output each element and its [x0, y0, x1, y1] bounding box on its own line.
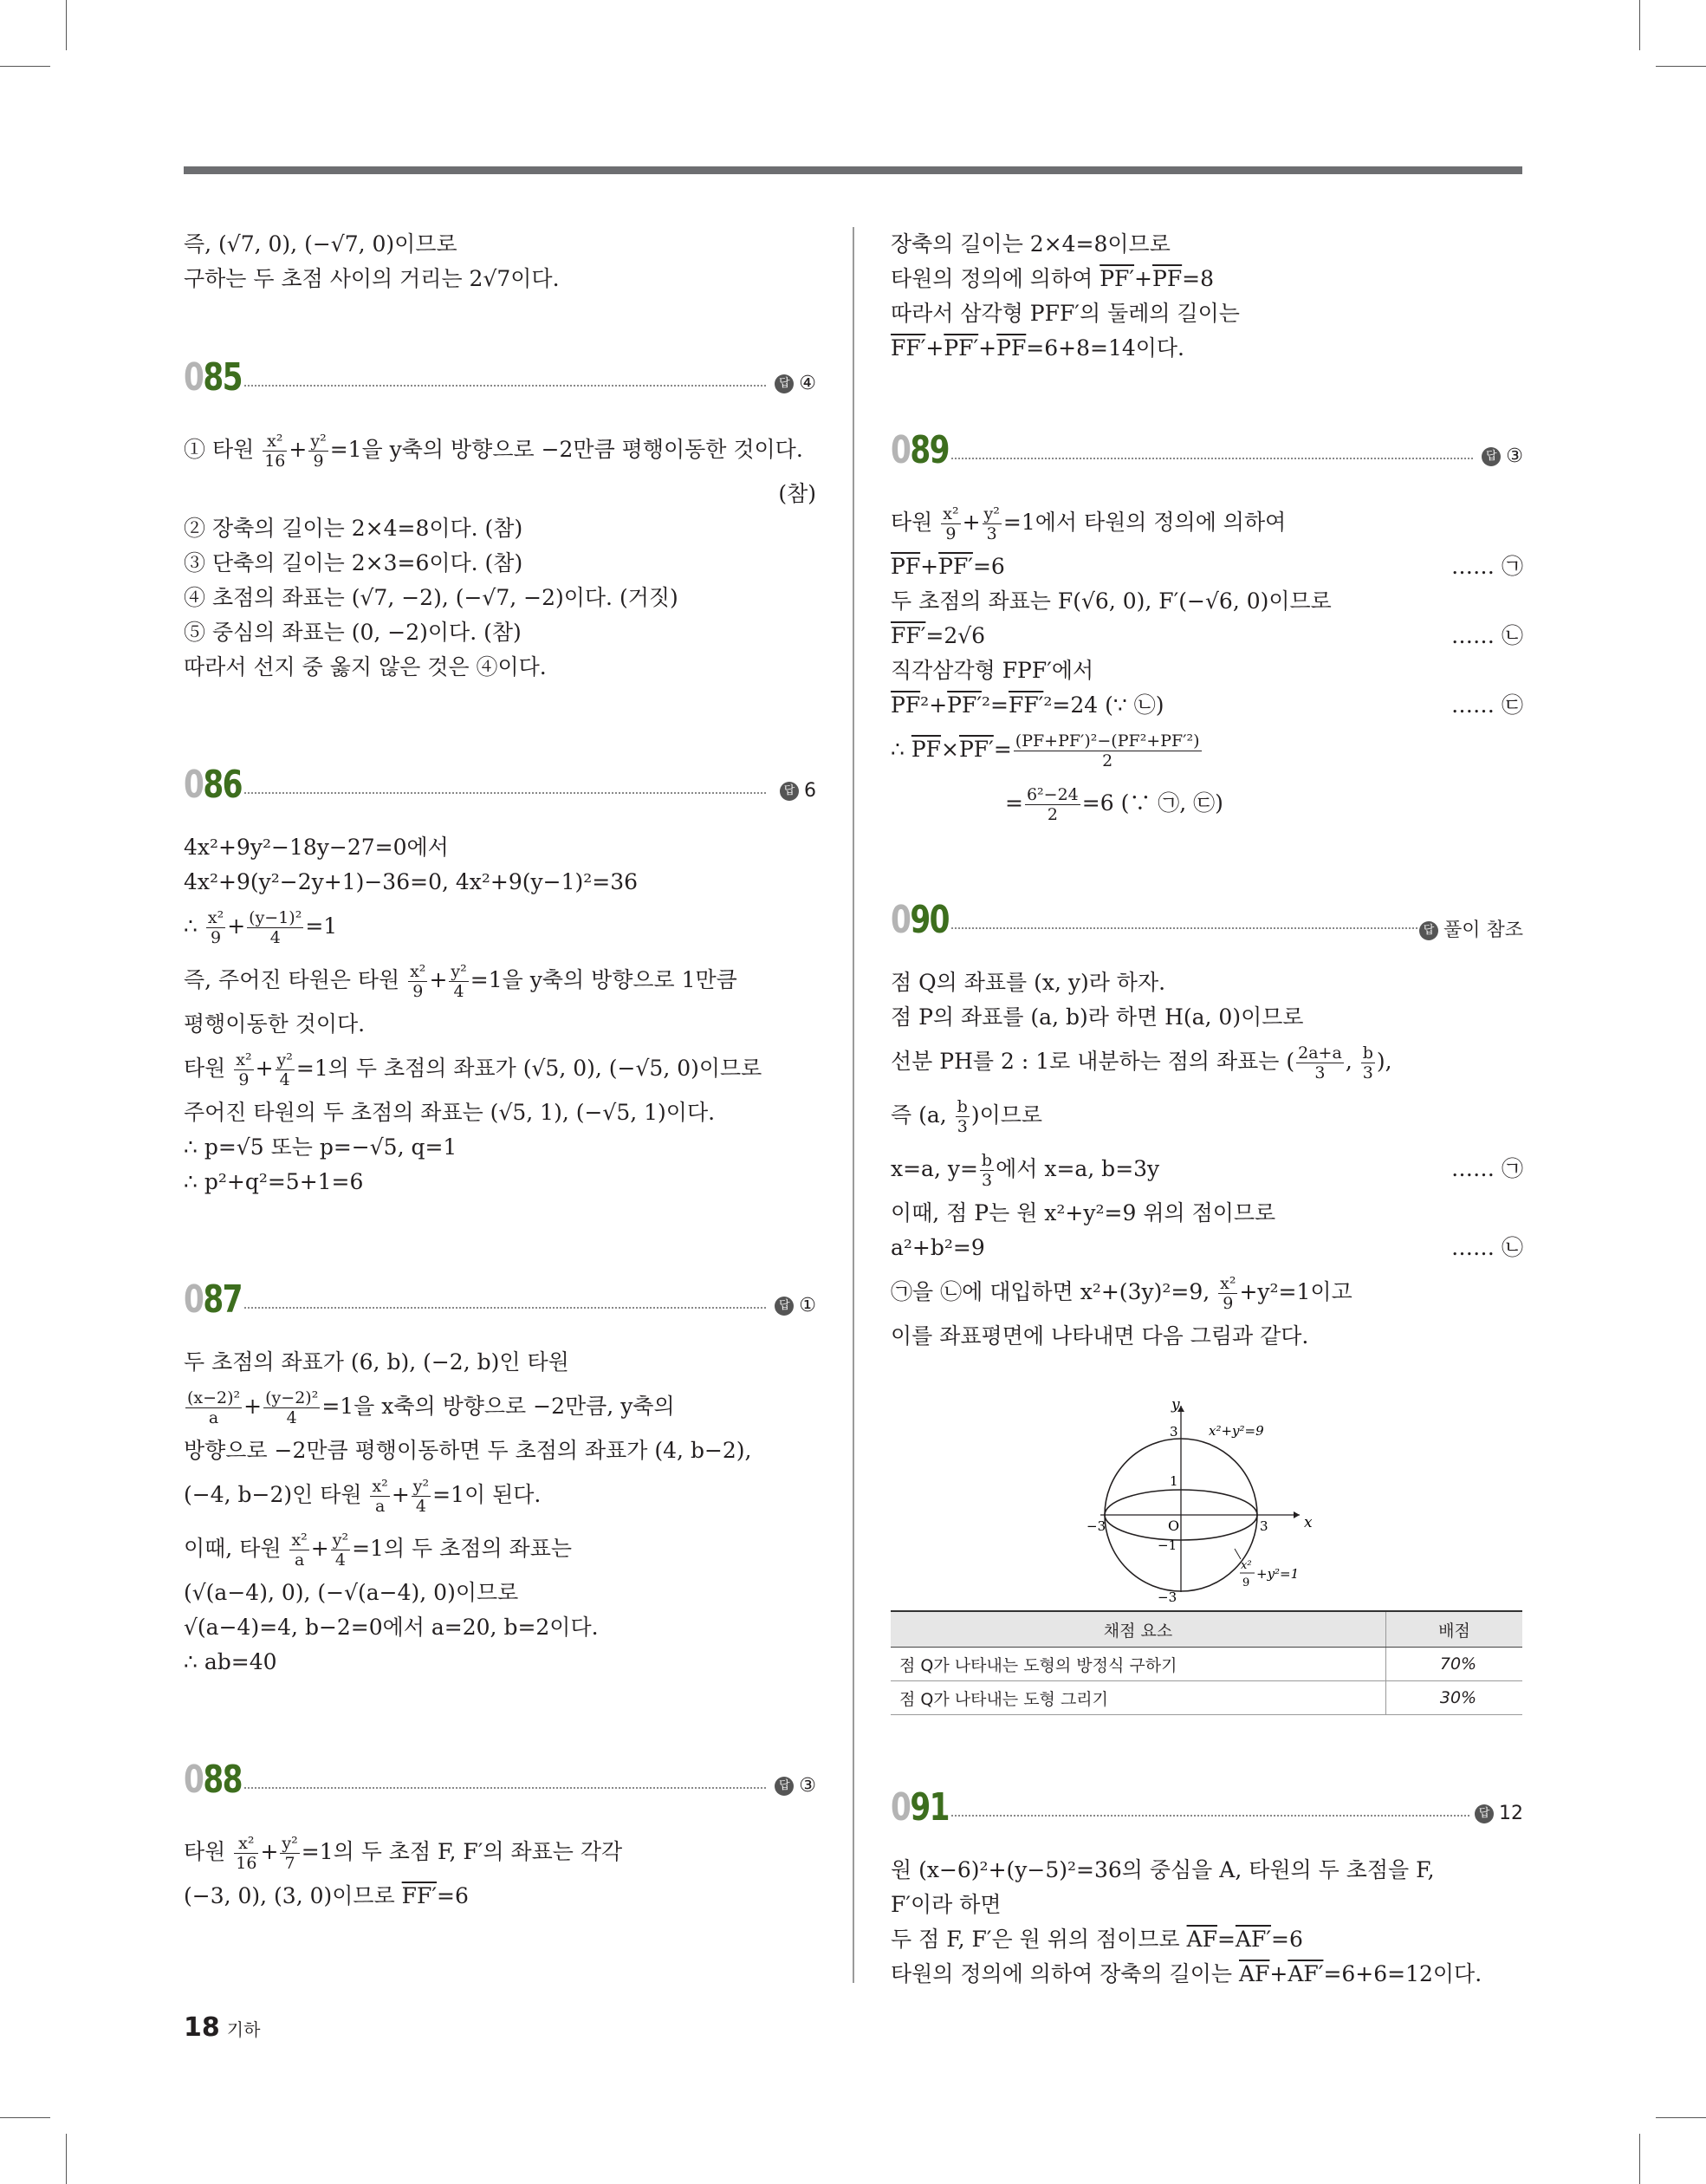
problem-number: 089 — [891, 428, 949, 472]
text-line: 방향으로 −2만큼 평행이동하면 두 초점의 좌표가 (4, b−2), — [184, 1438, 752, 1463]
text-line: 주어진 타원의 두 초점의 좌표는 (√5, 1), (−√5, 1)이다. — [184, 1100, 716, 1125]
problem-header-089 — [891, 426, 1523, 475]
ellipse-label-num: x² — [1241, 1559, 1252, 1572]
crop-mark — [1639, 2134, 1640, 2184]
text-line: ㉠을 ㉡에 대입하면 x²+(3y)²=9, $\frac{\text{x²}}{9}$ +y²=1이고 — [891, 1274, 1352, 1313]
tick-label: −3 — [1087, 1518, 1106, 1534]
tick-label: 3 — [1260, 1518, 1268, 1534]
answer: 답 12 — [1475, 1803, 1523, 1824]
text-line: ④ 초점의 좌표는 (√7, −2), (−√7, −2)이다. (거짓) — [184, 585, 678, 610]
answer-badge-icon: 답 — [1419, 921, 1438, 940]
text-line: 이를 좌표평면에 나타내면 다음 그림과 같다. — [891, 1323, 1309, 1349]
text-line: 원 (x−6)²+(y−5)²=36의 중심을 A, 타원의 두 초점을 F, — [891, 1857, 1435, 1882]
text-line: 즉, (√7, 0), (−√7, 0)이므로 — [184, 231, 457, 257]
answer-badge-icon: 답 — [775, 374, 794, 393]
x-axis-label: x — [1304, 1514, 1313, 1531]
problem-number: 090 — [891, 898, 949, 942]
crop-mark — [1656, 2117, 1706, 2118]
crop-mark — [0, 66, 50, 67]
text-line: 타원의 정의에 의하여 $PF'+\overline{PF}=8$ — [891, 266, 1215, 291]
text-line: 타원 $\frac{\text{x²}}{9}$ + $\frac{\text{y²}}{4}$ =1의 두 초점의 좌표가 (√5, 0), (−√5, 0)이므로 — [184, 1050, 762, 1089]
tick-label: 1 — [1170, 1473, 1178, 1489]
ellipse-label-den: 9 — [1242, 1576, 1250, 1589]
text-line: ∴ $\frac{\text{x²}}{9}$ + $\frac{\text{(y−1)²}}{4}$ =1 — [184, 908, 338, 947]
answer: 답 ① — [775, 1295, 816, 1316]
text-line: 구하는 두 초점 사이의 거리는 2√7이다. — [184, 266, 560, 291]
table-row — [891, 1681, 1522, 1715]
text-line: ② 장축의 길이는 2×4=8이다. (참) — [184, 516, 523, 541]
problem-header-090 — [891, 896, 1523, 945]
section-label: 기하 — [226, 2019, 261, 2040]
text-line: 타원의 정의에 의하여 장축의 길이는 $\overline{AF}+AF'=6+6=12$이다. — [891, 1961, 1482, 1986]
answer-badge-icon: 답 — [1482, 447, 1501, 466]
text-line: ③ 단축의 길이는 2×3=6이다. (참) — [184, 550, 523, 575]
text-line: ∴ ab=40 — [184, 1649, 277, 1674]
leader-dots — [244, 792, 766, 794]
crop-mark — [66, 0, 67, 50]
crop-mark — [0, 2117, 50, 2118]
text-line: 점 Q의 좌표를 (x, y)라 하자. — [891, 970, 1166, 995]
text-line: (−4, b−2)인 타원 $\frac{\text{x²}}{a}$ + $\frac{\text{y²}}{4}$ =1이 된다. — [184, 1477, 542, 1516]
text-line: $\overline{PF}+PF'=6$ …… ㉠ — [891, 554, 1523, 579]
table-cell: 70% — [1386, 1648, 1523, 1681]
leader-dots — [951, 927, 1417, 929]
answer: 답 ④ — [775, 373, 816, 394]
text-line: 4x²+9y²−18y−27=0에서 — [184, 835, 449, 860]
text-line: $\overline{PF}^2+PF'^2=FF'^2=24$ (∵ ㉡) …… ㉢ — [891, 692, 1523, 718]
text-line: 두 초점의 좌표는 F(√6, 0), F′(−√6, 0)이므로 — [891, 588, 1332, 614]
text-line: 즉 (a, $\frac{b}{3}$ )이므로 — [891, 1097, 1043, 1136]
problem-header-086 — [184, 761, 816, 809]
right-column — [891, 227, 1523, 1354]
problem-number: 088 — [184, 1758, 242, 1802]
column-divider — [853, 227, 854, 1983]
text-line: a²+b²=9 …… ㉡ — [891, 1235, 1523, 1260]
table-cell: 점 Q가 나타내는 도형의 방정식 구하기 — [891, 1648, 1386, 1681]
problem-header-088 — [184, 1756, 816, 1804]
problem-header-085 — [184, 354, 816, 402]
table-cell: 점 Q가 나타내는 도형 그리기 — [891, 1681, 1386, 1715]
text-line: 타원 $\frac{\text{x²}}{16}$ + $\frac{\text{y²}}{7}$ =1의 두 초점 F, F′의 좌표는 각각 — [184, 1834, 623, 1873]
table-cell: 30% — [1386, 1681, 1523, 1715]
text-line: 즉, 주어진 타원은 타원 $\frac{\text{x²}}{9}$ + $\frac{\text{y²}}{4}$ =1을 y축의 방향으로 1만큼 — [184, 962, 737, 1001]
text-line: ∴ $\overline{PF}\times PF'=$ $\frac{\text{(PF+PF′)²−(PF²+PF′²)}}{2}$ — [891, 731, 1200, 770]
page-footer — [184, 2012, 260, 2043]
text-line: ∴ p²+q²=5+1=6 — [184, 1169, 364, 1194]
tick-label: 3 — [1170, 1424, 1178, 1440]
answer-badge-icon: 답 — [780, 782, 799, 801]
answer: 답 ③ — [775, 1775, 816, 1797]
leader-dots — [951, 1815, 1469, 1817]
circle-label: x²+y²=9 — [1209, 1423, 1264, 1439]
tick-label: −3 — [1158, 1589, 1177, 1605]
text-line: $\frac{\text{(x−2)²}}{a}$ + $\frac{\text{(y−2)²}}{4}$ =1을 x축의 방향으로 −2만큼, y축의 — [187, 1388, 675, 1427]
left-column — [184, 227, 816, 1914]
text-line: F′이라 하면 — [891, 1892, 1002, 1917]
origin-label: O — [1168, 1518, 1180, 1534]
text-line: 장축의 길이는 2×4=8이므로 — [891, 231, 1171, 257]
right-column-bottom — [891, 1784, 1523, 1992]
page-number: 18 — [184, 2012, 220, 2043]
label-leader — [1235, 1549, 1241, 1559]
text-line: 이때, 타원 $\frac{\text{x²}}{a}$ + $\frac{\text{y²}}{4}$ =1의 두 초점의 좌표는 — [184, 1531, 573, 1570]
problem-header-091 — [891, 1784, 1523, 1832]
table-header: 채점 요소 — [891, 1611, 1386, 1648]
x-axis-arrow-icon — [1294, 1511, 1300, 1518]
text-line: = $\frac{\text{6²−24}}{2}$ =6 (∵ ㉠, ㉢) — [1005, 785, 1223, 824]
answer-badge-icon: 답 — [775, 1777, 794, 1796]
answer-badge-icon: 답 — [775, 1297, 794, 1316]
scoring-table — [891, 1610, 1522, 1715]
problem-number: 091 — [891, 1785, 949, 1830]
text-line: $FF'+PF'+\overline{PF}=6+8=14$이다. — [891, 335, 1185, 361]
text-line: 선분 PH를 2 : 1로 내분하는 점의 좌표는 ( $\frac{2a+a}{3}$ , $\frac{b}{3}$ ), — [891, 1043, 1392, 1082]
text-line: 평행이동한 것이다. — [184, 1011, 366, 1037]
ellipse-label: +y²=1 — [1256, 1566, 1300, 1582]
leader-dots — [951, 458, 1473, 459]
leader-dots — [244, 1307, 766, 1309]
text-line: 따라서 선지 중 옳지 않은 것은 ④이다. — [184, 654, 547, 679]
text-line: ⑤ 중심의 좌표는 (0, −2)이다. (참) — [184, 620, 522, 645]
text-line: 두 점 F, F′은 원 위의 점이므로 $\overline{AF}=AF'=6$ — [891, 1927, 1303, 1952]
text-line: 두 초점의 좌표가 (6, b), (−2, b)인 타원 — [184, 1349, 569, 1375]
ellipse-circle-graph — [1083, 1397, 1343, 1605]
problem-header-087 — [184, 1276, 816, 1324]
text-line: 직각삼각형 FPF′에서 — [891, 658, 1094, 683]
problem-number: 087 — [184, 1277, 242, 1322]
y-axis-label: y — [1171, 1397, 1180, 1414]
answer: 답 6 — [780, 780, 816, 802]
text-line: (−3, 0), (3, 0)이므로 FF′=6 — [184, 1883, 469, 1908]
table-row — [891, 1648, 1522, 1681]
text-line: x=a, y= $\frac{b}{3}$ 에서 x=a, b=3y …… ㉠ — [891, 1151, 1523, 1190]
text-line: ∴ p=√5 또는 p=−√5, q=1 — [184, 1134, 457, 1160]
text-line: (√(a−4), 0), (−√(a−4), 0)이므로 — [184, 1580, 519, 1605]
answer: 답 ③ — [1482, 445, 1523, 467]
text-line: 이때, 점 P는 원 x²+y²=9 위의 점이므로 — [891, 1200, 1276, 1225]
crop-mark — [1639, 0, 1640, 50]
text-line: ① 타원 $\frac{\text{x²}}{16}$ + $\frac{\text{y²}}{9}$ =1을 y축의 방향으로 −2만큼 평행이동한 것이다. — [184, 432, 803, 471]
crop-mark — [1656, 66, 1706, 67]
problem-number: 085 — [184, 355, 242, 400]
leader-dots — [244, 385, 766, 387]
table-header: 배점 — [1386, 1611, 1523, 1648]
text-line: FF′=2√6 …… ㉡ — [891, 623, 1523, 648]
text-line: 점 P의 좌표를 (a, b)라 하면 H(a, 0)이므로 — [891, 1004, 1304, 1030]
top-rule — [184, 166, 1522, 174]
answer: 답 풀이 참조 — [1419, 915, 1523, 942]
answer-badge-icon: 답 — [1475, 1804, 1494, 1823]
text-line: √(a−4)=4, b−2=0에서 a=20, b=2이다. — [184, 1615, 599, 1640]
crop-mark — [66, 2134, 67, 2184]
text-line: 4x²+9(y²−2y+1)−36=0, 4x²+9(y−1)²=36 — [184, 869, 639, 894]
text-line: 타원 $\frac{\text{x²}}{9}$ + $\frac{\text{y²}}{3}$ =1에서 타원의 정의에 의하여 — [891, 504, 1287, 543]
leader-dots — [244, 1787, 766, 1789]
problem-number: 086 — [184, 763, 242, 807]
text-line: (참) — [778, 481, 816, 506]
text-line: 따라서 삼각형 PFF′의 둘레의 길이는 — [891, 301, 1240, 326]
tick-label: −1 — [1158, 1537, 1177, 1553]
